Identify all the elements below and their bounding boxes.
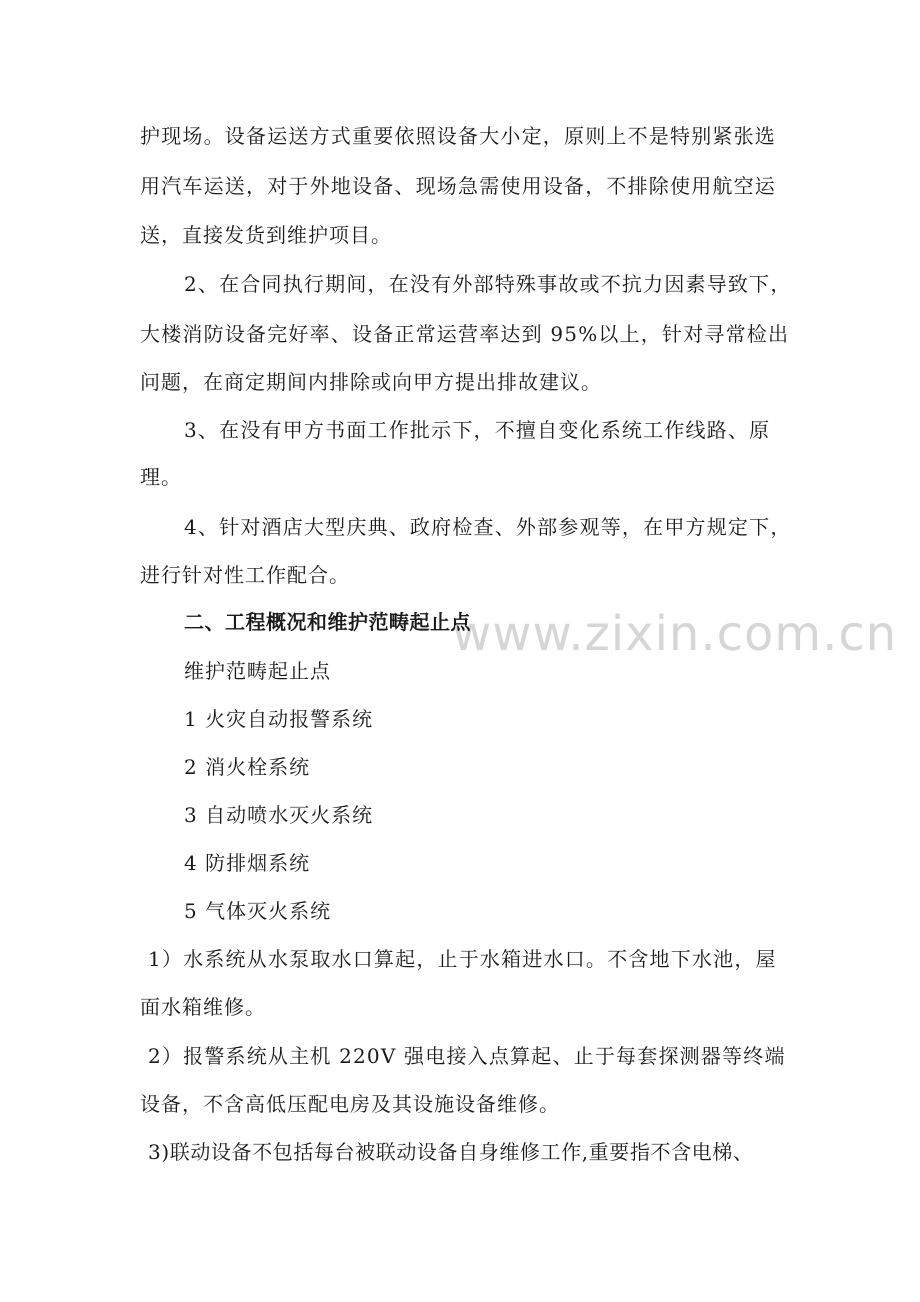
note-line: 3)联动设备不包括每台被联动设备自身维修工作,重要指不含电梯、 <box>148 1140 754 1164</box>
watermark: www.zixin.com.cn <box>452 606 898 662</box>
paragraph-line: 问题，在商定期间内排除或向甲方提出排故建议。 <box>140 370 602 394</box>
section-subheading: 维护范畴起止点 <box>184 659 331 683</box>
list-item: 3 自动喷水灭火系统 <box>184 803 374 827</box>
paragraph-line: 3、在没有甲方书面工作批示下，不擅自变化系统工作线路、原 <box>184 418 771 442</box>
paragraph-line: 2、在合同执行期间，在没有外部特殊事故或不抗力因素导致下， <box>184 272 792 296</box>
paragraph-line: 4、针对酒店大型庆典、政府检查、外部参观等，在甲方规定下， <box>184 515 792 539</box>
list-item: 4 防排烟系统 <box>184 851 311 875</box>
note-line: 设备，不含高低压配电房及其设施设备维修。 <box>140 1092 560 1116</box>
list-item: 5 气体灭火系统 <box>184 899 332 923</box>
paragraph-line: 护现场。设备运送方式重要依照设备大小定，原则上不是特别紧张选 <box>140 124 776 148</box>
paragraph-line: 用汽车运送，对于外地设备、现场急需使用设备，不排除使用航空运 <box>140 174 776 198</box>
list-item: 1 火灾自动报警系统 <box>184 707 374 731</box>
note-line: 2）报警系统从主机 220V 强电接入点算起、止于每套探测器等终端 <box>148 1044 786 1068</box>
paragraph-line: 送，直接发货到维护项目。 <box>140 223 392 247</box>
paragraph-line: 大楼消防设备完好率、设备正常运营率达到 95%以上，针对寻常检出 <box>140 322 790 346</box>
paragraph-line: 理。 <box>140 465 182 489</box>
note-line: 1）水系统从水泵取水口算起，止于水箱进水口。不含地下水池，屋 <box>148 947 777 971</box>
list-item: 2 消火栓系统 <box>184 755 311 779</box>
note-line: 面水箱维修。 <box>140 995 266 1019</box>
section-heading: 二、工程概况和维护范畴起止点 <box>184 610 471 634</box>
paragraph-line: 进行针对性工作配合。 <box>140 563 350 587</box>
